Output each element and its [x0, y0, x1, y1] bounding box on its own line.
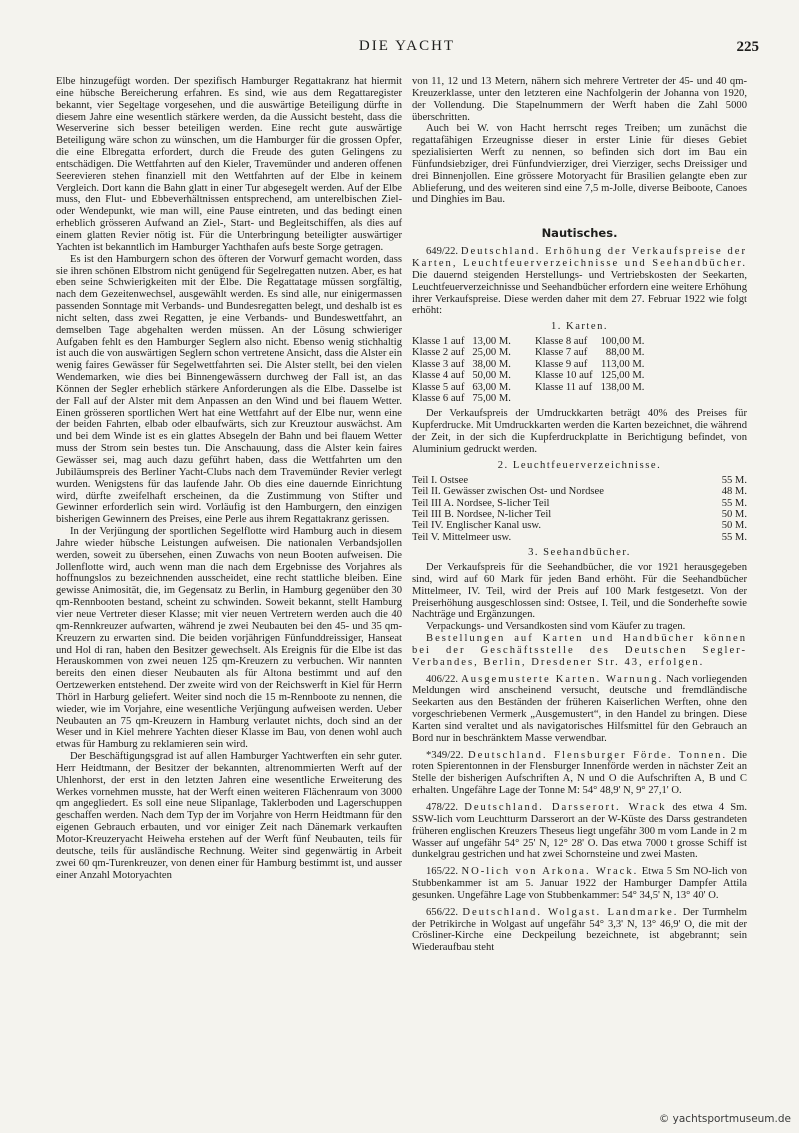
- notice-text: Etwa 5 Sm NO-lich von Stubbenkammer ist am 5. Januar 1922 der Hamburger Dampfer Attila gesunken. Ungefähre Lage von Stubbenkammer: 54° 34,5' N, 13° 40' O.: [412, 866, 747, 901]
- karten-note: Der Verkaufspreis der Umdruckkarten beträgt 40% des Preises für Kupferdrucke. Mit Umdruckkarten werden die Karten bezeichnet, die während der Zeit, in der sich die Kupferdruckplatte in Berichtigung befindet, von Aluminium gedruckt werden.: [412, 408, 747, 455]
- notice-number: 478/22.: [426, 802, 459, 813]
- part-cell: Teil III A. Nordsee, S-licher Teil: [412, 497, 550, 509]
- class-cell: Klasse 5 auf: [412, 381, 465, 393]
- left-column: [56, 76, 402, 881]
- paragraph: Elbe hinzugefügt worden. Der spezifisch Hamburger Regattakranz hat hiermit eine hübsche Bereicherung erfahren. Es sind, wie aus dem Regattaregister bekannt, vier Segeltage vorgesehen, und die auswärtige Beteiligung dürfte in diesem Jahre eine wesentlich stärkere werden, da die Aussicht besteht, dass die Weserverine sich besser beteiligen werden. Eine recht gute auswärtige Beteiligung wäre schon zu wünschen, um die Hamburger für die grossen Opfer, die eine Elbregatta erfordert, durch die Freude des guten Gelingens zu entschädigen. Die Wettfahrten auf den Kieler, Travemünder und anderen offenen Seerevieren stehen finanziell mit den Wettfahrten auf der Elbe in keinem Vergleich. Dort kann die Bahn glatt in einer Tur abgesegelt werden. Auf der Elbe muss, den Flut- und Ebbeverhältnissen entsprechend, am unterelbischen Ziel- oder Wendepunkt, wie man will, eine Pause eintreten, und das bedingt einen erheblich grösseren Aufwand an Ziel-, Start- und Begleitschiffen, als dies auf einem glatten Revier nötig ist. Für die Unterbringung beteiligter auswärtiger Yachten ist bekanntlich im Hamburger Yachthafen aufs beste Sorge getragen.: [56, 76, 402, 253]
- class-cell: Klasse 6 auf: [412, 393, 465, 405]
- price-cell: 13,00 M.: [472, 336, 511, 348]
- notice-text: Nach vorliegenden Meldungen wird anscheinend versucht, deutsche und fremdländische Seekarten aus den Beständen der früheren Kaiserlichen Werften, ohne den vorgeschriebenen Vermerk „Ausgemustert“, in den Handel zu bringen. Diese Karten sind veraltet und als navigatorisches Hilfsmittel für den Gebrauch an Bord nur in beschränktem Masse verwendbar.: [412, 673, 747, 744]
- table-row: [412, 486, 747, 497]
- table-row: [412, 509, 747, 520]
- price-cell: 50 M.: [721, 508, 747, 520]
- karten-heading: 1. Karten.: [550, 321, 609, 333]
- magazine-title: DIE YACHT: [358, 38, 456, 54]
- class-cell: Klasse 2 auf: [412, 347, 465, 359]
- notice-heading: Deutschland. Flensburger Förde. Tonnen.: [467, 749, 728, 761]
- class-cell: Klasse 11 auf: [534, 381, 593, 393]
- leuchtfeuer-price-table: [412, 475, 747, 543]
- notice-heading: Deutschland. Erhöhung der Verkaufspreise der Karten, Leuchtfeuerverzeichnisse und Seehandbücher.: [412, 246, 747, 269]
- price-cell: 38,00 M.: [472, 358, 511, 370]
- notice: [412, 750, 747, 797]
- price-cell: 55 M.: [721, 497, 747, 509]
- paragraph: Verpackungs- und Versandkosten sind vom Käufer zu tragen.: [426, 621, 686, 633]
- seehandbuecher-heading: 3. Seehandbücher.: [528, 547, 631, 559]
- right-column: [412, 76, 747, 954]
- class-cell: Klasse 4 auf: [412, 370, 465, 382]
- part-cell: Teil III B. Nordsee, N-licher Teil: [412, 508, 552, 520]
- leuchtfeuer-heading: 2. Leuchtfeuerverzeichnisse.: [497, 459, 662, 471]
- table-row: [412, 475, 747, 486]
- notice-number: *349/22.: [426, 749, 464, 761]
- table-row: [412, 498, 747, 509]
- notice-649: [412, 246, 747, 317]
- part-cell: Teil IV. Englischer Kanal usw.: [412, 520, 542, 532]
- price-cell: 63,00 M.: [472, 381, 511, 393]
- table-row: [412, 336, 668, 347]
- price-cell: 125,00 M.: [600, 370, 645, 382]
- watermark: © yachtsportmuseum.de: [658, 1113, 791, 1125]
- notice-number: 406/22.: [426, 673, 459, 685]
- notice-number: 656/22.: [426, 906, 459, 918]
- price-cell: 55 M.: [721, 531, 747, 543]
- paragraph: Der Verkaufspreis für die Seehandbücher, die vor 1921 herausgegeben sind, wird auf 60 Mark für jeden Band erhöht. Für die Seehandbücher Mittelmeer, IV. Teil, wird der Preis auf 100 Mark festgesetzt. Von der Preiserhöhung ausgeschlossen sind: Ostsee, I. Teil, und die Sonderhefte sowie Nachträge und Ergänzungen.: [412, 561, 747, 621]
- notice: [412, 866, 747, 902]
- part-cell: Teil II. Gewässer zwischen Ost- und Nordsee: [412, 486, 604, 498]
- price-cell: 113,00 M.: [601, 358, 645, 370]
- notice: [412, 674, 747, 745]
- table-row: [412, 532, 747, 543]
- table-row: [412, 393, 668, 404]
- class-cell: Klasse 3 auf: [412, 358, 465, 370]
- section-heading: Nautisches.: [541, 226, 618, 241]
- part-cell: Teil V. Mittelmeer usw.: [412, 531, 512, 543]
- price-cell: 48 M.: [721, 486, 747, 498]
- price-cell: 55 M.: [721, 474, 747, 486]
- class-cell: [535, 393, 601, 404]
- notice-heading: Deutschland. Darsserort. Wrack: [464, 802, 667, 813]
- price-cell: 50 M.: [721, 520, 747, 532]
- price-cell: 88,00 M.: [605, 347, 645, 359]
- karten-price-table: [412, 336, 668, 404]
- notice-heading: Deutschland. Wolgast. Landmarke.: [462, 906, 679, 918]
- price-cell: 25,00 M.: [472, 347, 511, 359]
- table-row: [412, 370, 668, 381]
- table-row: [412, 520, 747, 531]
- notice: [412, 802, 747, 861]
- paragraph: In der Verjüngung der sportlichen Segelflotte wird Hamburg auch in diesem Jahre wieder hübsche Leistungen aufweisen. Die nationalen Verbandsjollen werden, soweit zu übersehen, einen Zuwachs von neun Booten aufweisen. Die Jollenflotte wird, auch wenn man die nach dem Ergebnisse des Vorjahres als hoffnungslos zu bezeichnenden ausscheidet, eine recht stattliche bleiben. Eine gewisse Animosität, die, im Gegensatz zu Berlin, in Hamburg gegenüber den 30 qm-Rennbooten bestand, scheint zu schwinden. Soweit bekannt, stellt Hamburg vier neue Vertreter dieser Klasse; mit vier neuen Vertretern werden auch die 40 qm-Rennkreuzer aufwarten, während je zwei Neubauten bei den 45- und 35 qm-Kreuzern zu erwarten sind. Die beiden vorjährigen Fünfunddreissiger, Hanseat und Hol di ran, haben den Besitzer gewechselt. Als Ereignis für die Elbe ist das Herauskommen von zwei neuen 125 qm-Kreuzern zu verbuchen. Wir nannten bereits den einen dieser Neubauten als für Altona bestimmt und auf den Oertzewerken entstehend. Der zweite wird von der Reichswerft in Kiel für Herrn Thörl in Harburg geliefert. Weiter sind noch die 15 m-Rennboote zu nennen, die wieder, wie im Vorjahre, eine wesentliche Verjüngung aufweisen werden. Ueber Neubauten an 75 qm-Kreuzern in Hamburg verlautet nichts, doch sind an der Weser und in Kiel mehrere Yachten dieser Klasse im Bau, von denen wohl auch etwas für Hamburg zu reklamieren sein wird.: [56, 526, 402, 751]
- notice-number: 649/22.: [426, 246, 459, 258]
- class-cell: Klasse 10 auf: [534, 370, 593, 382]
- notice-text: Die roten Spierentonnen in der Flensburger Innenförde werden in nächster Zeit an Stelle der bisherigen Aufschriften A, N und O die Aufschriften A, B und C erhalten. Ungefähre Lage der Tonne M: 54° 48,9' N, 9° 27,1' O.: [412, 749, 747, 797]
- page-number: 225: [736, 39, 759, 55]
- paragraph: Auch bei W. von Hacht herrscht reges Treiben; um zunächst die regattafähigen Erzeugnisse dieser in erster Linie für dieses Gebiet spezialisierten Werft zu nennen, so befinden sich dort im Bau ein Fünfundsiebziger, drei Fünfundvierziger, drei Vierziger, sechs Dreissiger und drei Binnenjollen. Eine grössere Motoryacht für Brasilien gelangte eben zur Ablieferung, und des weiteren sind eine 7,5 m-Jolle, diverse Beiboote, Canoes und Dinghies im Bau.: [412, 123, 747, 206]
- table-row: [412, 359, 668, 370]
- notice-text: des etwa 4 Sm. SSW-lich vom Leuchtturm Darsserort an der W-Küste des Darss gestrandeten früheren englischen Kreuzers Theseus liegt ungefähr 300 m vom Lande in 2 m Wasser auf ungefähr 54° 25' N, 12° 28' O. Das etwa 7000 t grosse Schiff ist dunkelgrau gestrichen und hat zwei Schornsteine und zwei Masten.: [412, 802, 747, 861]
- class-cell: Klasse 8 auf: [534, 336, 588, 348]
- class-cell: Klasse 7 auf: [534, 347, 588, 359]
- notice-heading: Ausgemusterte Karten. Warnung.: [461, 673, 664, 685]
- price-cell: [601, 393, 669, 404]
- paragraph: Bestellungen auf Karten und Handbücher können bei der Geschäftsstelle des Deutschen Segler-Verbandes, Berlin, Dresdener Str. 43, erfolgen.: [412, 633, 747, 668]
- price-cell: 50,00 M.: [472, 370, 511, 382]
- notice-text: Die dauernd steigenden Herstellungs- und Vertriebskosten der Seekarten, Leuchtfeuerverzeichnisse und Seehandbücher erfordern eine weitere Erhöhung ihrer Verkaufspreise. Diese werden daher mit dem 27. Februar 1922 wie folgt erhöht:: [412, 269, 747, 317]
- notice-heading: NO-lich von Arkona. Wrack.: [461, 866, 639, 878]
- price-cell: 138,00 M.: [600, 381, 645, 393]
- table-row: [412, 347, 668, 358]
- table-row: [412, 382, 668, 393]
- notice: [412, 907, 747, 954]
- paragraph: Es ist den Hamburgern schon des öfteren der Vorwurf gemacht worden, dass sie ihren schönen Elbstrom nicht genügend für Segelregatten nutzen. Aber, es hat eben seine Schwierigkeiten mit der Elbe. Die Regattatage müssen sorgfältig, nach dem Gezeitenwechsel, ausgewählt werden. Es sind alle, nur einigermassen passenden Sonntage mit Verbands- und Bundesregatten belegt, und deshalb ist es nicht selten, dass zwei Regatten, je eine Verbands- und Bundeswettfahrt, an demselben Tage abgehalten werden müssen. An der Lösung schwieriger Aufgaben fehlt es den Hamburger Seglern also nicht. Ebenso wenig stichhaltig ist auch die von auswärtigen Seglern schon vertretene Ansicht, dass die Alster ein wenig faires Gewässer für Segelwettfahrten sei. Die Alster stellt, bei den vielen Wendemarken, wie dies bei Binnengewässern durchweg der Fall ist, an das Können der Segler erheblich stärkere Anforderungen als die Elbe. Dasselbe ist der Fall auf der Alster mit dem Anpassen an den Wind und bei flauem Wetter. Einen grösseren sportlichen Wert hat eine Wettfahrt auf der Elbe nur, wenn eine der beiden Fahrten, elbab oder elbaufwärts, sich zur Kreuztour auswächst. Am und bei dem Winde ist es ein glattes Absegeln der Bahn und bei flauem Wetter muss der Strom sein bestes tun. Die Anschauung, dass die Alster kein faires Gewässer sei, mag auch dazu geführt haben, dass die Wettfahrten um den Jubiläumspreis des Berliner Yacht-Clubs nach dem Travemünder Revier verlegt wurden. Wenigstens für das laufende Jahr. Ob dies eine dauernde Einrichtung wird, dürfte zweifelhaft erscheinen, da die Zustimmung von Stifter und Gewinner erforderlich sein wird. Vorläufig ist den Hamburgern, den einzigen bisherigen Gewinnern des Preises, eine Perle aus ihrem Regattakranz gerissen.: [56, 253, 402, 526]
- paragraph: Der Beschäftigungsgrad ist auf allen Hamburger Yachtwerften ein sehr guter. Herr Heidtmann, der Besitzer der bekannten, altrenommierten Werft auf der Uhlenhorst, der erst in den letzten Jahren eine wesentliche Erweiterung des Werkes vornehmen musste, hat der Werft einen weiteren Flächenraum von 3000 qm angegliedert. Es soll eine neue Slipanlage, Taklerboden und Lagerschuppen geschaffen werden. Nach dem Typ der im Vorjahre von Herrn Heidtmann für den eigenen Gebrauch erbauten, und vor einiger Zeit nach Dänemark verkauften Motor-Kreuzeryacht Heiweha erstehen auf der Werft fünf Neubauten, teils für deutsche, teils für ausländische Rechnung. Weiter sind gegenwärtig in Arbeit zwei 60 qm-Turenkreuzer, von denen einer für Hamburg bestimmt ist, und ausser einer Anzahl Motoryachten: [56, 751, 402, 881]
- price-cell: 100,00 M.: [600, 336, 645, 348]
- page-header: [55, 38, 759, 60]
- paragraph: von 11, 12 und 13 Metern, nähern sich mehrere Vertreter der 45- und 40 qm-Kreuzerklasse, unter den letzteren eine Nachfolgerin der Johanna von 1920, der Vollendung. Die Stapelnummern der Werft haben die Zahl 5000 überschritten.: [412, 76, 747, 123]
- notice-number: 165/22.: [426, 866, 459, 878]
- class-cell: Klasse 9 auf: [534, 358, 588, 370]
- class-cell: Klasse 1 auf: [412, 336, 465, 348]
- price-cell: 75,00 M.: [472, 393, 511, 405]
- notice-text: Der Turmhelm der Petrikirche in Wolgast auf ungefähr 54° 3,3' N, 13° 46,9' O, die mit der Crösliner-Kirche eine Deckpeilung bezeichnete, ist abgebrannt; sein Wiederaufbau steht: [412, 906, 747, 954]
- part-cell: Teil I. Ostsee: [412, 474, 469, 486]
